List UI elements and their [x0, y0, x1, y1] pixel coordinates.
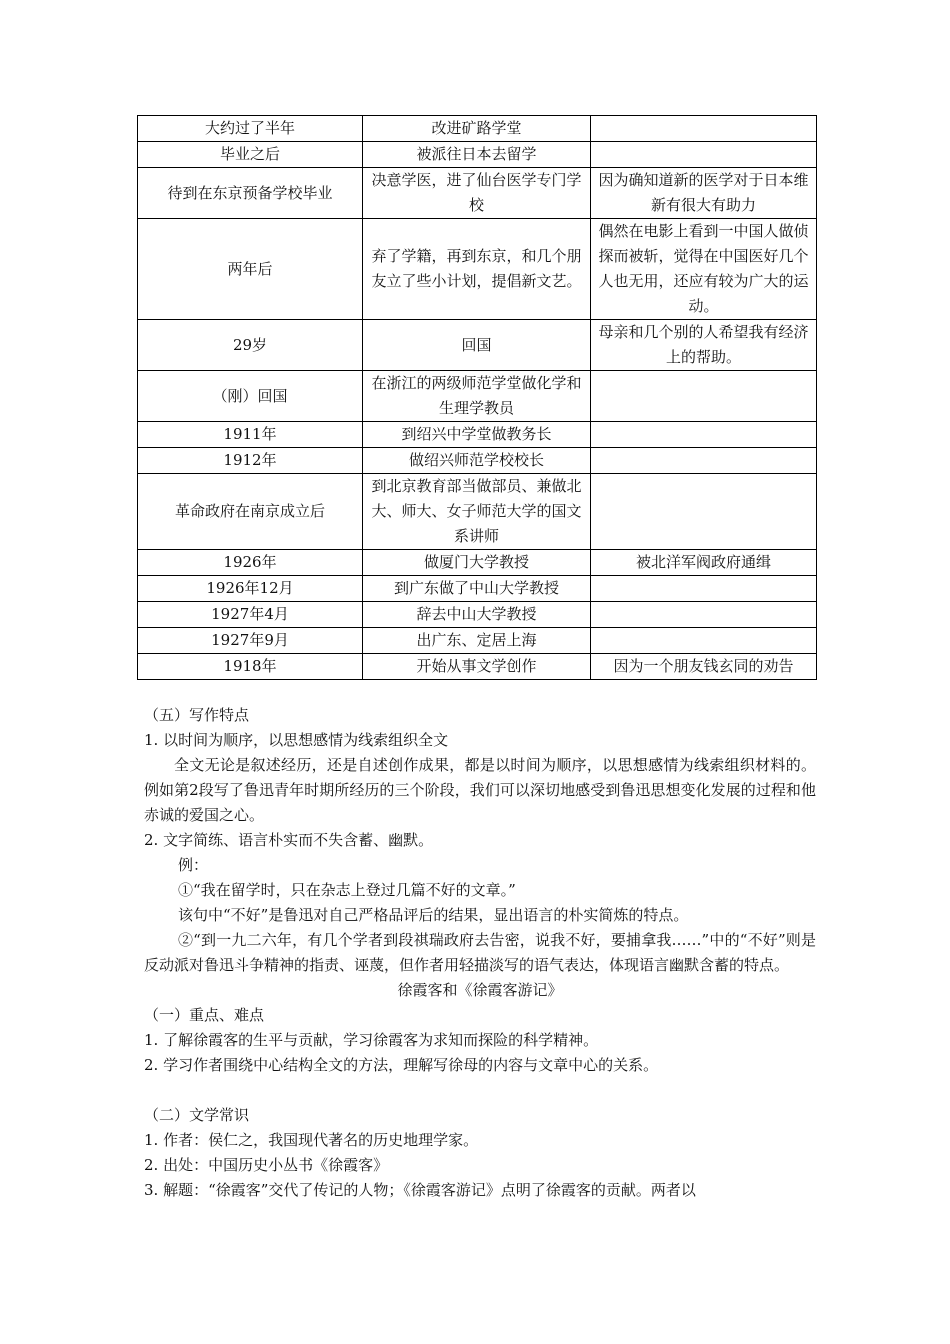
table-row	[138, 320, 817, 371]
table-cell-time: 毕业之后	[138, 142, 363, 168]
table-cell-event: 在浙江的两级师范学堂做化学和生理学教员	[363, 371, 591, 422]
table-cell-event: 开始从事文学创作	[363, 654, 591, 680]
timeline-table-body	[138, 116, 817, 680]
table-cell-event: 到广东做了中山大学教授	[363, 576, 591, 602]
table-cell-reason	[591, 602, 817, 628]
section-heading: （五）写作特点	[144, 706, 250, 724]
list-item: 2. 学习作者围绕中心结构全文的方法，理解写徐母的内容与文章中心的关系。	[144, 1056, 659, 1074]
table-cell-reason: 偶然在电影上看到一中国人做侦探而被斩，觉得在中国医好几个人也无用，还应有较为广大的运动。	[591, 219, 817, 320]
table-cell-time: 1926年	[138, 550, 363, 576]
table-row	[138, 422, 817, 448]
table-row	[138, 550, 817, 576]
table-row	[138, 116, 817, 142]
table-cell-event: 改进矿路学堂	[363, 116, 591, 142]
table-cell-reason	[591, 448, 817, 474]
timeline-table	[137, 115, 817, 680]
table-cell-time: 1927年4月	[138, 602, 363, 628]
table-cell-time: 革命政府在南京成立后	[138, 474, 363, 550]
table-cell-time: 两年后	[138, 219, 363, 320]
section-heading: （二）文学常识	[144, 1106, 250, 1124]
point-1: 1. 以时间为顺序，以思想感情为线索组织全文	[144, 731, 449, 749]
table-row	[138, 142, 817, 168]
table-cell-reason	[591, 422, 817, 448]
section-heading: （一）重点、难点	[144, 1006, 265, 1024]
table-cell-reason: 被北洋军阀政府通缉	[591, 550, 817, 576]
section5-block	[144, 703, 816, 1203]
table-cell-event: 到绍兴中学堂做教务长	[363, 422, 591, 448]
example-1-note: 该句中“不好”是鲁迅对自己严格品评后的结果，显出语言的朴实简炼的特点。	[178, 906, 689, 924]
table-cell-event: 到北京教育部当做部员、兼做北大、师大、女子师范大学的国文系讲师	[363, 474, 591, 550]
table-cell-reason	[591, 474, 817, 550]
table-row	[138, 602, 817, 628]
table-cell-event: 回国	[363, 320, 591, 371]
table-cell-reason: 母亲和几个别的人希望我有经济上的帮助。	[591, 320, 817, 371]
table-cell-event: 决意学医，进了仙台医学专门学校	[363, 168, 591, 219]
point-2: 2. 文字简练、语言朴实而不失含蓄、幽默。	[144, 831, 434, 849]
table-cell-time: 1927年9月	[138, 628, 363, 654]
blank-line	[144, 1078, 816, 1103]
table-cell-time: 1918年	[138, 654, 363, 680]
table-row	[138, 628, 817, 654]
table-row	[138, 654, 817, 680]
table-row	[138, 576, 817, 602]
table-cell-reason: 因为确知道新的医学对于日本维新有很大有助力	[591, 168, 817, 219]
table-cell-reason	[591, 371, 817, 422]
list-item: 2. 出处：中国历史小丛书《徐霞客》	[144, 1156, 389, 1174]
table-cell-time: （刚）回国	[138, 371, 363, 422]
table-cell-reason	[591, 628, 817, 654]
table-cell-reason: 因为一个朋友钱玄同的劝告	[591, 654, 817, 680]
list-item: 3. 解题：“徐霞客”交代了传记的人物；《徐霞客游记》点明了徐霞客的贡献。两者以	[144, 1181, 696, 1199]
example-label: 例：	[178, 856, 209, 874]
table-row	[138, 219, 817, 320]
table-cell-time: 大约过了半年	[138, 116, 363, 142]
table-cell-event: 出广东、定居上海	[363, 628, 591, 654]
table-cell-event: 弃了学籍，再到东京，和几个朋友立了些小计划，提倡新文艺。	[363, 219, 591, 320]
table-cell-time: 1926年12月	[138, 576, 363, 602]
example-1: ①“我在留学时，只在杂志上登过几篇不好的文章。”	[178, 881, 516, 899]
table-cell-time: 待到在东京预备学校毕业	[138, 168, 363, 219]
table-row	[138, 371, 817, 422]
table-cell-time: 29岁	[138, 320, 363, 371]
example-2: ②“到一九二六年，有几个学者到段祺瑞政府去告密，说我不好，要捕拿我……”中的“不好”则是反动派对鲁迅斗争精神的指责、诬蔑，但作者用轻描淡写的语气表达，体现语言幽默含蓄的特点。	[144, 931, 816, 974]
table-cell-event: 做绍兴师范学校校长	[363, 448, 591, 474]
table-row	[138, 448, 817, 474]
table-cell-time: 1912年	[138, 448, 363, 474]
table-cell-reason	[591, 116, 817, 142]
table-cell-event: 被派往日本去留学	[363, 142, 591, 168]
table-row	[138, 168, 817, 219]
list-item: 1. 了解徐霞客的生平与贡献，学习徐霞客为求知而探险的科学精神。	[144, 1031, 599, 1049]
table-cell-reason	[591, 142, 817, 168]
table-cell-reason	[591, 576, 817, 602]
paragraph: 全文无论是叙述经历，还是自述创作成果，都是以时间为顺序，以思想感情为线索组织材料的。例如第2段写了鲁迅青年时期所经历的三个阶段，我们可以深切地感受到鲁迅思想变化发展的过程和他赤诚的爱国之心。	[144, 756, 816, 824]
table-cell-event: 做厦门大学教授	[363, 550, 591, 576]
article-title: 徐霞客和《徐霞客游记》	[397, 981, 563, 999]
table-row	[138, 474, 817, 550]
list-item: 1. 作者：侯仁之，我国现代著名的历史地理学家。	[144, 1131, 479, 1149]
table-cell-event: 辞去中山大学教授	[363, 602, 591, 628]
table-cell-time: 1911年	[138, 422, 363, 448]
